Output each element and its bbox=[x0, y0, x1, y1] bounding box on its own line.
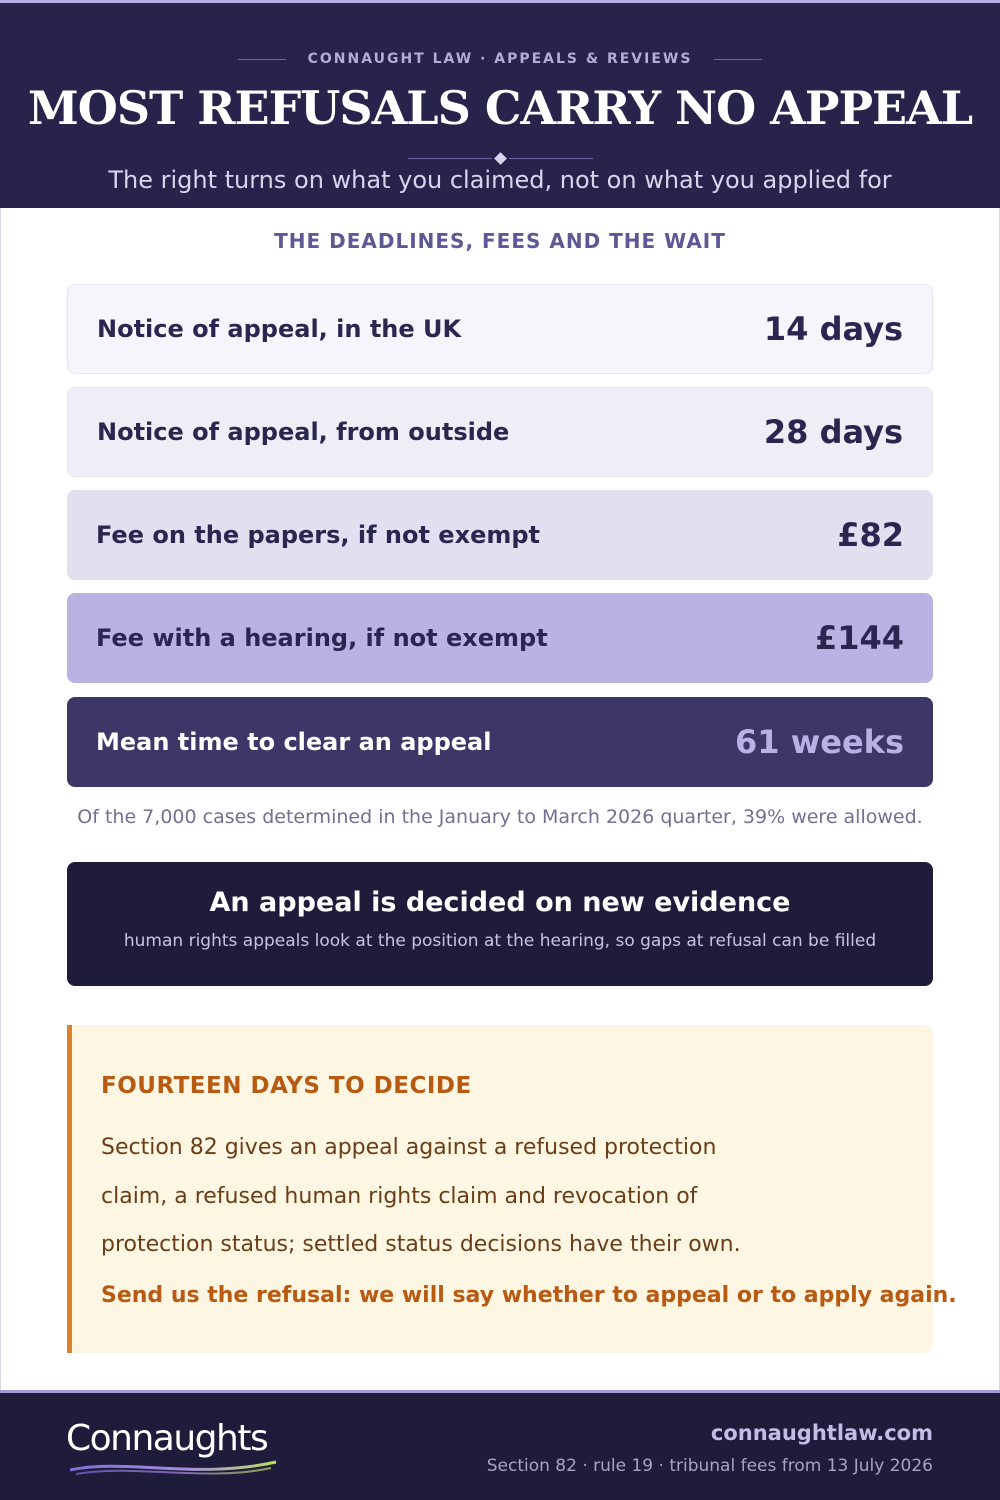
fact-label: Notice of appeal, from outside bbox=[97, 418, 510, 446]
logo-swoosh-icon bbox=[66, 1454, 281, 1478]
fact-label: Notice of appeal, in the UK bbox=[97, 315, 462, 343]
fact-row-outside-notice bbox=[67, 387, 933, 477]
divider-rule-left bbox=[408, 158, 492, 159]
header-banner bbox=[0, 0, 1000, 208]
diamond-ornament-icon bbox=[494, 152, 507, 165]
fact-value: £144 bbox=[814, 619, 904, 657]
title-divider bbox=[0, 152, 1000, 164]
fact-label: Fee on the papers, if not exempt bbox=[96, 521, 540, 549]
page-subtitle: The right turns on what you claimed, not on what you applied for bbox=[108, 166, 892, 194]
statistics-note: Of the 7,000 cases determined in the January to March 2026 quarter, 39% were allowed. bbox=[77, 806, 923, 828]
highlight-title: An appeal is decided on new evidence bbox=[209, 887, 791, 918]
footer-website-link[interactable]: connaughtlaw.com bbox=[710, 1421, 933, 1445]
fact-row-papers-fee bbox=[67, 490, 933, 580]
fact-row-mean-time bbox=[67, 697, 933, 787]
callout-box bbox=[67, 1025, 957, 1353]
page-title: MOST REFUSALS CARRY NO APPEAL bbox=[27, 81, 973, 135]
footer bbox=[0, 1390, 1000, 1500]
kicker-rule-left bbox=[238, 59, 286, 60]
fact-value: 61 weeks bbox=[735, 723, 904, 761]
highlight-text: human rights appeals look at the position at the hearing, so gaps at refusal can be filled bbox=[123, 931, 877, 951]
highlight-box bbox=[67, 862, 933, 986]
fact-label: Fee with a hearing, if not exempt bbox=[96, 624, 548, 652]
divider-rule-right bbox=[509, 158, 593, 159]
kicker-rule-right bbox=[714, 59, 762, 60]
callout-call-to-action: Send us the refusal: we will say whether to appeal or to apply again. bbox=[101, 1283, 957, 1308]
kicker-row bbox=[0, 49, 1000, 69]
connaughts-logo[interactable] bbox=[66, 1418, 281, 1478]
callout-heading: FOURTEEN DAYS TO DECIDE bbox=[101, 1073, 472, 1099]
callout-body: Section 82 gives an appeal against a refused protection claim, a refused human rights claim and revocation of protection status; settled status decisions have their own. bbox=[101, 1135, 741, 1257]
fact-value: 28 days bbox=[763, 413, 903, 451]
kicker-text: CONNAUGHT LAW · APPEALS & REVIEWS bbox=[307, 51, 693, 67]
fact-value: 14 days bbox=[763, 310, 903, 348]
fact-row-hearing-fee bbox=[67, 593, 933, 683]
logo-wordmark: Connaughts bbox=[66, 1418, 268, 1459]
footer-references: Section 82 · rule 19 · tribunal fees from 13 July 2026 bbox=[486, 1456, 933, 1476]
fact-value: £82 bbox=[837, 516, 904, 554]
fact-row-uk-notice bbox=[67, 284, 933, 374]
fact-label: Mean time to clear an appeal bbox=[96, 728, 492, 756]
section-heading: THE DEADLINES, FEES AND THE WAIT bbox=[274, 229, 726, 253]
